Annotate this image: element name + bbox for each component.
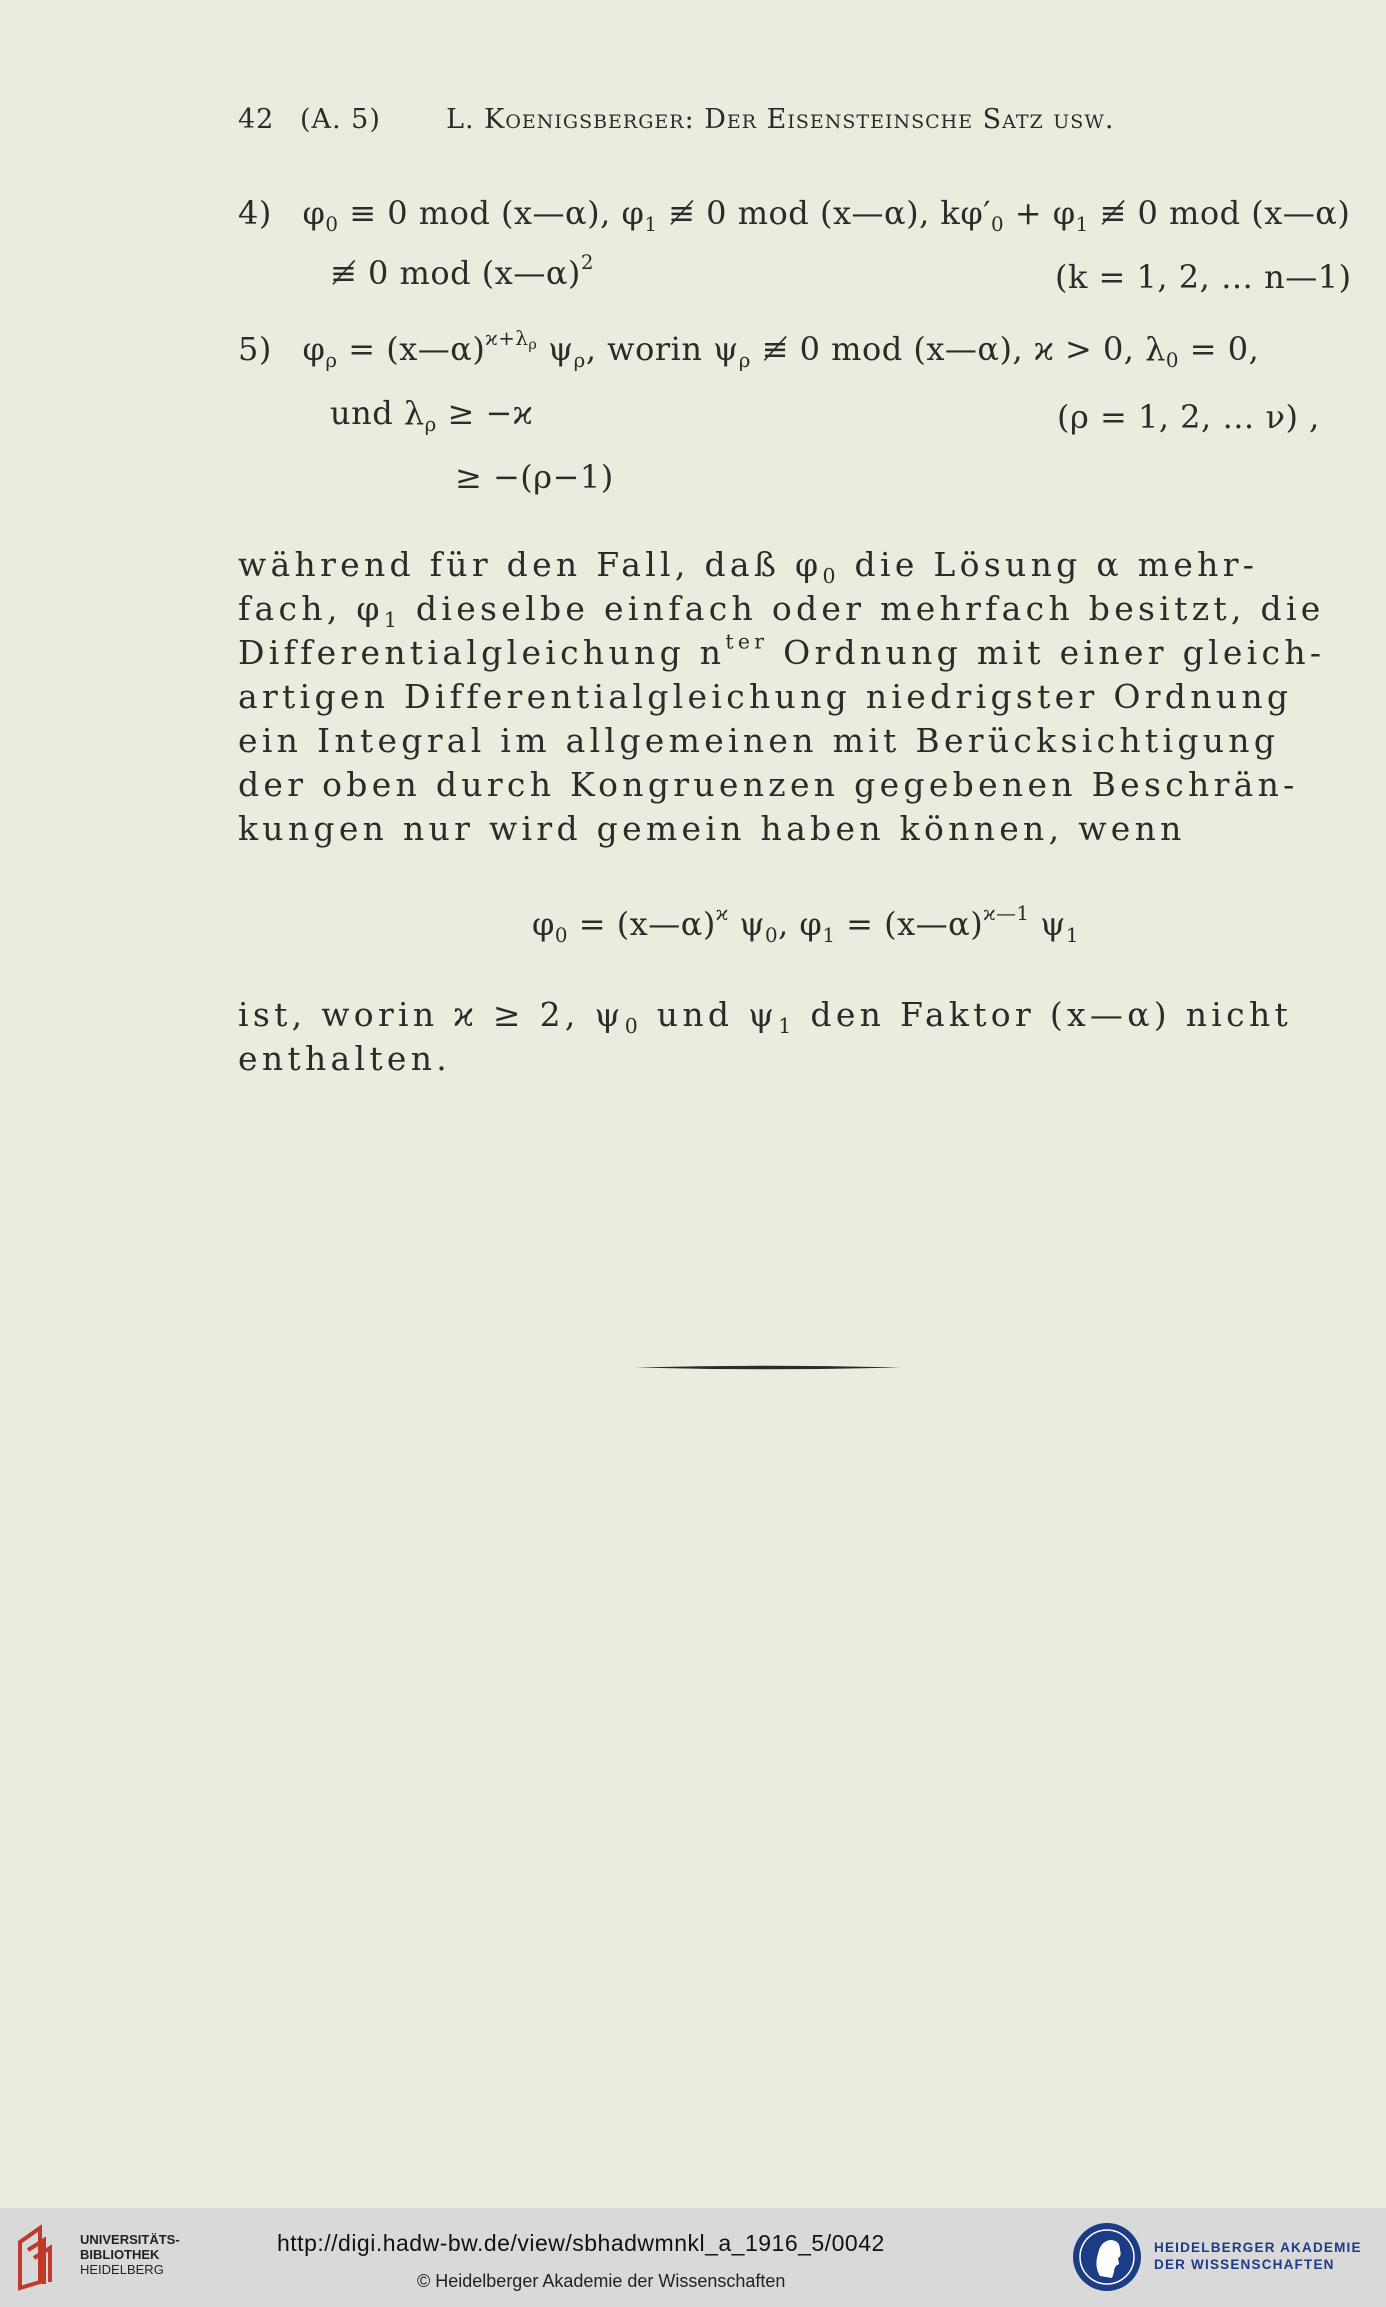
paragraph-line: kungen nur wird gemein haben können, wenn xyxy=(238,809,1186,848)
academy-logo-text xyxy=(1154,2239,1362,2273)
paragraph-line: artigen Differentialgleichung niedrigster Ordnung xyxy=(238,677,1293,716)
eq-sub: 1 xyxy=(644,212,658,236)
eq-text: , worin ψ xyxy=(585,330,739,368)
logo-text: DER WISSENSCHAFTEN xyxy=(1154,2257,1335,2272)
text-sub: 1 xyxy=(383,608,402,633)
eq-sub: ρ xyxy=(424,412,437,436)
eq-text: ψ xyxy=(728,905,765,943)
text-sup: ter xyxy=(725,629,769,654)
university-library-logo-icon xyxy=(14,2222,74,2292)
display-equation xyxy=(532,902,1079,947)
university-library-logo-text xyxy=(80,2232,180,2277)
eq-text: = (x—α) xyxy=(337,330,486,368)
closing-line: enthalten. xyxy=(238,1039,452,1078)
eq-text: φ xyxy=(532,905,555,943)
section-ref: (A. 5) xyxy=(299,104,381,135)
eq-text: ψ xyxy=(537,330,574,368)
logo-text: HEIDELBERGER AKADEMIE xyxy=(1154,2240,1362,2255)
text: Differentialgleichung n xyxy=(238,633,726,672)
eq-sup: 2 xyxy=(580,251,595,275)
paragraph-line xyxy=(238,545,1259,589)
running-header xyxy=(238,104,1114,135)
eq-sub: ρ xyxy=(573,348,586,372)
eq-text: φ xyxy=(302,330,326,368)
equation-4-line-2 xyxy=(330,251,595,292)
text: Ordnung mit einer gleich- xyxy=(768,633,1326,672)
text-sub: 1 xyxy=(778,1014,796,1039)
eq-sub: ρ xyxy=(738,348,751,372)
equation-5-line-2 xyxy=(330,394,534,436)
text: dieselbe einfach oder mehrfach besitzt, die xyxy=(401,589,1325,628)
equation-4-range: (k = 1, 2, … n—1) xyxy=(1055,258,1352,296)
eq-label: 5) xyxy=(238,330,272,368)
logo-text: HEIDELBERG xyxy=(80,2262,164,2277)
eq-text: + φ xyxy=(1004,194,1076,232)
footer-bar xyxy=(0,2208,1386,2307)
permalink-url[interactable]: http://digi.hadw-bw.de/view/sbhadwmnkl_a_1916_5/0042 xyxy=(277,2230,885,2256)
closing-line xyxy=(238,995,1293,1039)
eq-text: = (x—α) xyxy=(835,905,984,943)
equation-4-line-1 xyxy=(238,194,1351,236)
copyright-notice: © Heidelberger Akademie der Wissenschaften xyxy=(417,2271,786,2291)
eq-sub: 0 xyxy=(1165,348,1180,372)
eq-sup-sub: ρ xyxy=(528,337,538,354)
eq-text: φ xyxy=(302,194,326,232)
equation-5-range: (ρ = 1, 2, … ν) , xyxy=(1057,398,1320,436)
eq-sub: 1 xyxy=(1075,212,1089,236)
eq-sup: ϰ—1 xyxy=(983,902,1030,926)
text: und ψ xyxy=(642,995,779,1034)
eq-sub: 0 xyxy=(325,212,339,236)
eq-sub: 0 xyxy=(554,923,569,947)
end-rule xyxy=(634,1365,900,1370)
text: ist, worin ϰ ≥ 2, ψ xyxy=(238,995,625,1034)
text-sub: 0 xyxy=(624,1014,642,1039)
text: während für den Fall, daß φ xyxy=(238,545,823,584)
logo-text: BIBLIOTHEK xyxy=(80,2247,160,2262)
eq-text: ≢ 0 mod (x—α), ϰ > 0, λ xyxy=(750,330,1166,368)
eq-text: ≢ 0 mod (x—α) xyxy=(330,254,581,292)
eq-text: ≢ 0 mod (x—α) xyxy=(1088,194,1351,232)
running-title: L. Koenigsberger: Der Eisensteinsche Satz usw. xyxy=(446,104,1115,135)
equation-5-line-3: ≥ −(ρ−1) xyxy=(455,458,614,496)
eq-text: ≢ 0 mod (x—α), kφ′ xyxy=(657,194,991,232)
paragraph-line xyxy=(238,589,1325,633)
eq-text: = 0, xyxy=(1179,330,1260,368)
text: den Faktor (x—α) nicht xyxy=(795,995,1293,1034)
page-number: 42 xyxy=(238,104,275,135)
text: die Lösung α mehr- xyxy=(839,545,1259,584)
paragraph-line: der oben durch Kongruenzen gegebenen Beschrän- xyxy=(238,765,1299,804)
eq-sub: 0 xyxy=(764,923,779,947)
equation-5-line-1 xyxy=(238,327,1260,372)
text-sub: 0 xyxy=(822,564,840,589)
academy-seal-icon xyxy=(1070,2220,1144,2294)
eq-text: , φ xyxy=(778,905,823,943)
eq-sub: 1 xyxy=(822,923,836,947)
eq-sub: 0 xyxy=(990,212,1005,236)
eq-label: 4) xyxy=(238,194,272,232)
eq-text: = (x—α) xyxy=(568,905,716,943)
eq-sub: ρ xyxy=(325,348,338,372)
eq-sub: 1 xyxy=(1065,923,1079,947)
eq-text: ≡ 0 mod (x—α), φ xyxy=(338,194,645,232)
eq-sup: ϰ xyxy=(715,902,729,926)
eq-text: ≥ −ϰ xyxy=(436,394,534,432)
eq-sup: ϰ+λ xyxy=(485,327,529,351)
text: fach, φ xyxy=(238,589,384,628)
eq-text: ψ xyxy=(1029,905,1066,943)
paragraph-line: ein Integral im allgemeinen mit Berücksichtigung xyxy=(238,721,1280,760)
paragraph-line xyxy=(238,629,1326,672)
logo-text: UNIVERSITÄTS- xyxy=(80,2232,180,2247)
eq-text: und λ xyxy=(330,394,425,432)
